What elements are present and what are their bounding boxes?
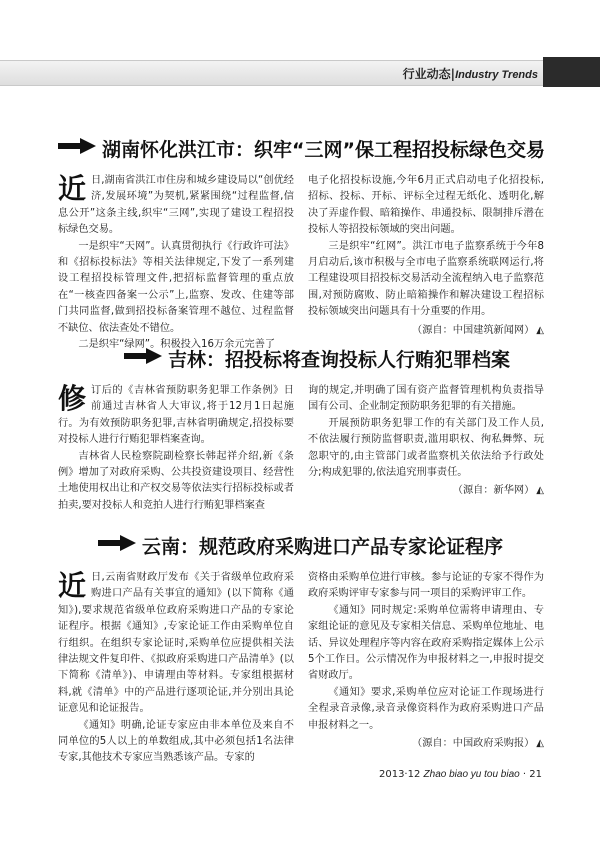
right-column	[308, 383, 544, 514]
paragraph: 一是织牢“天网”。认真贯彻执行《行政许可法》和《招标投标法》等相关法律规定,下发了一系列建设工程招投标管理文件,把招标监督管理的重点放在“一核查四备案一公示”上,监察、发改、住建等部门共同监督,做到招投标备案管理不越位、过程监督不缺位、依法查处不错位。	[58, 240, 294, 334]
arrow-icon	[124, 347, 162, 369]
section-header-bar	[0, 57, 600, 87]
page-number: · 21	[522, 769, 542, 780]
section-label	[403, 65, 538, 82]
end-mark-icon: ◭	[536, 324, 544, 336]
section-label-cn: 行业动态	[402, 67, 451, 81]
left-column	[58, 570, 294, 767]
end-mark-icon: ◭	[536, 738, 544, 750]
paragraph: 三是织牢“红网”。洪江市电子监察系统于今年8月启动后,该市积极与全市电子监察系统联网运行,将工程建设项目招投标交易活动全流程纳入电子监察范围,对预防腐败、防止暗箱操作和解决建设工程招标投标领域突出问题具有十分重要的作用。	[308, 240, 544, 318]
drop-cap: 近	[58, 172, 87, 205]
arrow-icon	[58, 137, 96, 159]
paragraph: 《通知》明确,论证专家应由非本单位及来自不同单位的5人以上的单数组成,其中必须包括1名法律专家,其他技术专家应当熟悉该产品。专家的	[58, 719, 294, 764]
paragraph: 近日,云南省财政厅发布《关于省级单位政府采购进口产品有关事宜的通知》(以下简称《通知》),要求规范省级单位政府采购进口产品的专家论证程序。根据《通知》,专家论证工作由采购单位自行组织。在组织专家论证时,采购单位应提供相关法律法规文件复印件、《拟政府采购进口产品清单》(以下简称《清单》)、申请理由等材料。专家组根据材料,就《清单》中的产品进行逐项论证,并分别出具论证意见和论证报告。	[58, 569, 294, 715]
source-credit: （源自：中国政府采购报） ◭	[412, 738, 544, 750]
right-column	[308, 570, 544, 767]
article-title	[58, 345, 544, 371]
left-column	[58, 383, 294, 514]
article-title	[58, 532, 544, 558]
page-footer	[379, 769, 542, 780]
paragraph: 资格由采购单位进行审核。参与论证的专家不得作为政府采购评审专家参与同一项目的采购评审工作。	[308, 572, 544, 600]
article-title-text: 吉林：招投标将查询投标人行贿犯罪档案	[168, 348, 511, 371]
article-hunan	[58, 135, 544, 353]
paragraph: 询的规定,并明确了国有资产监督管理机构负责指导国有公司、企业制定预防职务犯罪的有关措施。	[308, 385, 544, 413]
section-label-divider: |	[450, 67, 456, 81]
paragraph: 电子化招投标设施,今年6月正式启动电子化招投标,招标、投标、开标、评标全过程无纸化、透明化,解决了弄虚作假、暗箱操作、串通投标、限制排斥潜在投标人等招投标领域的突出问题。	[308, 175, 544, 236]
paragraph: 开展预防职务犯罪工作的有关部门及工作人员,不依法履行预防监督职责,滥用职权、徇私舞弊、玩忽职守的,由主管部门或者监察机关依法给予行政处分;构成犯罪的,依法追究刑事责任。	[308, 417, 544, 479]
source-credit: （源自：新华网） ◭	[452, 485, 544, 497]
paragraph: 《通知》要求,采购单位应对论证工作现场进行全程录音录像,录音录像资料作为政府采购进口产品申报材料之一。	[308, 686, 544, 731]
issue-date: 2013·12	[378, 769, 421, 780]
paragraph: 二是织牢“绿网”。积极投入16万余元完善了	[78, 339, 276, 351]
article-jilin	[58, 345, 544, 514]
article-title	[58, 135, 544, 161]
article-title-text: 湖南怀化洪江市：织牢“三网”保工程招投标绿色交易	[102, 138, 545, 161]
paragraph: 近日,湖南省洪江市住房和城乡建设局以“创优经济,发展环境”为契机,紧紧围绕“过程监督,信息公开”这条主线,织牢“三网”,实现了建设工程招投标绿色交易。	[58, 172, 294, 236]
magazine-name: Zhao biao yu tou biao	[423, 769, 520, 780]
left-column	[58, 173, 294, 353]
paragraph: 《通知》同时规定:采购单位需将申请理由、专家组论证的意见及专家相关信息、采购单位地址、电话、异议处理程序等内容在政府采购指定媒体上公示5个工作日。公示情况作为申报材料之一,申报时提交省财政厅。	[308, 604, 544, 682]
article-yunnan	[58, 532, 544, 767]
arrow-icon	[98, 534, 136, 556]
drop-cap: 修	[58, 382, 87, 415]
section-label-en: Industry Trends	[455, 69, 538, 81]
article-title-text: 云南：规范政府采购进口产品专家论证程序	[142, 535, 504, 558]
right-column	[308, 173, 544, 353]
paragraph: 修订后的《吉林省预防职务犯罪工作条例》日前通过吉林省人大审议,将于12月1日起施行。为有效预防职务犯罪,吉林省明确规定,招投标要对投标人进行行贿犯罪档案查询。	[58, 382, 294, 446]
source-credit: （源自：中国建筑新闻网） ◭	[412, 324, 544, 336]
paragraph: 吉林省人民检察院副检察长韩起祥介绍,新《条例》增加了对政府采购、公共投资建设项目、经营性土地使用权出让和产权交易等依法实行招标投标或者拍卖,要对投标人和竞拍人进行行贿犯罪档案查	[58, 450, 294, 511]
header-dark-block	[543, 57, 600, 87]
end-mark-icon: ◭	[536, 485, 544, 497]
drop-cap: 近	[58, 569, 87, 602]
